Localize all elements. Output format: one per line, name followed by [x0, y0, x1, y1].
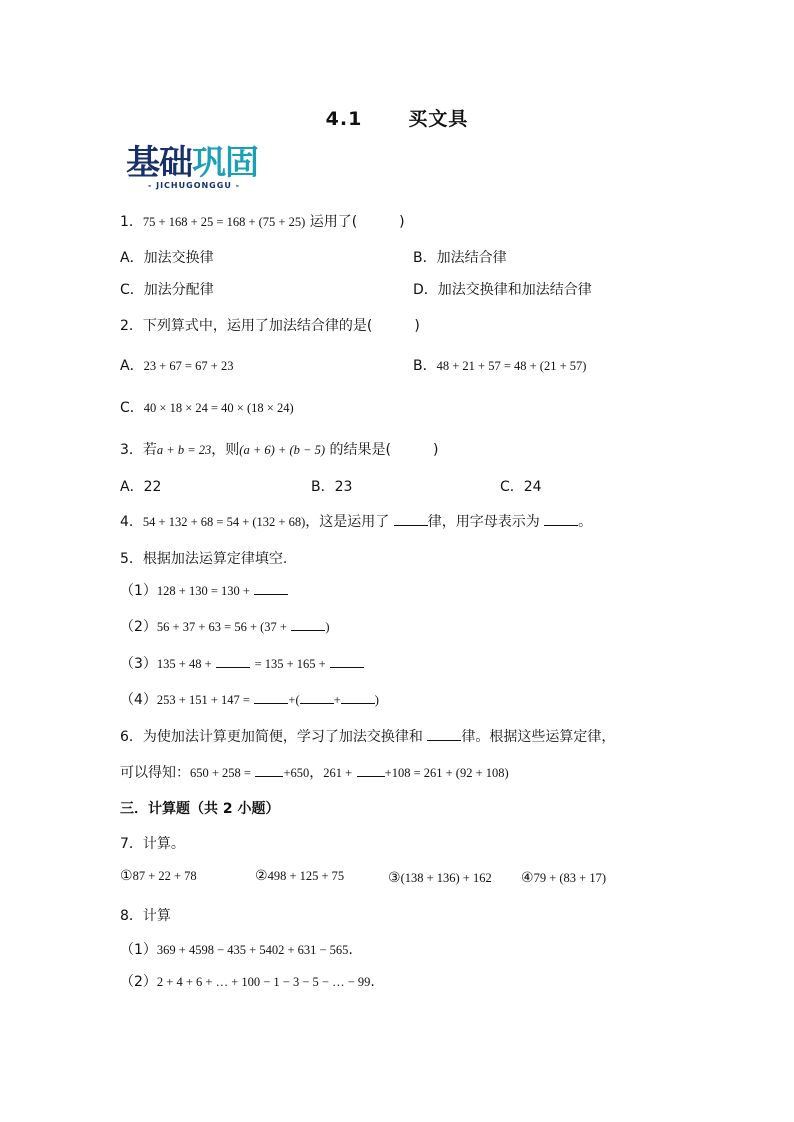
- q6-blank-1[interactable]: [427, 728, 461, 741]
- question-8: 8．计算: [120, 908, 171, 924]
- q5-p4-blank-1[interactable]: [254, 691, 288, 704]
- q7-item-1: ①87 + 22 + 78: [120, 868, 197, 884]
- badge-text-b: 巩固: [192, 143, 258, 183]
- q7-item-2: ②498 + 125 + 75: [255, 868, 345, 884]
- q5-p4-blank-3[interactable]: [341, 691, 375, 704]
- question-6-line-2: 可以得知：650 + 258 = +650，261 + +108 = 261 + (92 + 108): [120, 765, 509, 781]
- q3-option-a: A．22: [120, 479, 162, 495]
- q3-option-c: C．24: [500, 479, 542, 495]
- q5-p4-blank-2[interactable]: [300, 691, 334, 704]
- q8-part-2: （2）2 + 4 + 6 + … + 100 − 1 − 3 − 5 − … − 99.: [120, 974, 375, 990]
- page-title: [0, 104, 794, 131]
- question-4: 4．54 + 132 + 68 = 54 + (132 + 68)，这是运用了 律，用字母表示为 。: [120, 514, 593, 530]
- q5-part-3: （3）135 + 48 + = 135 + 165 +: [120, 655, 364, 673]
- q5-p3-blank-1[interactable]: [216, 655, 250, 668]
- question-5: 5．根据加法运算定律填空.: [120, 551, 288, 567]
- title-text: 买文具: [408, 108, 469, 130]
- q2-option-c: C．40 × 18 × 24 = 40 × (18 × 24): [120, 400, 294, 416]
- q5-p2-blank[interactable]: [291, 618, 325, 631]
- q2-option-a: A．23 + 67 = 67 + 23: [120, 358, 234, 374]
- q5-part-2: （2）56 + 37 + 63 = 56 + (37 + ): [120, 619, 330, 635]
- badge-subtitle: - JICHUGONGGU -: [148, 181, 240, 190]
- section-badge-logo: [126, 143, 266, 195]
- q1-option-b: B．加法结合律: [413, 250, 507, 266]
- q8-part-1: （1）369 + 4598 − 435 + 5402 + 631 − 565.: [120, 942, 353, 958]
- question-7: 7．计算。: [120, 836, 185, 852]
- question-3: 3．若a + b = 23，则(a + 6) + (b − 5) 的结果是( ): [120, 442, 439, 458]
- q1-option-d: D．加法交换律和加法结合律: [413, 282, 592, 298]
- q1-option-a: A．加法交换律: [120, 250, 214, 266]
- q6-blank-3[interactable]: [357, 764, 385, 777]
- q4-blank-1[interactable]: [394, 513, 428, 526]
- q5-p1-blank[interactable]: [254, 582, 288, 595]
- q5-p3-blank-2[interactable]: [330, 655, 364, 668]
- title-number: 4.1: [325, 108, 363, 130]
- badge-text-a: 基础: [126, 143, 192, 183]
- q2-option-b: B．48 + 21 + 57 = 48 + (21 + 57): [413, 358, 587, 374]
- q6-blank-2[interactable]: [255, 764, 283, 777]
- question-2: 2．下列算式中，运用了加法结合律的是( ): [120, 318, 420, 334]
- q1-expression: 75 + 168 + 25 = 168 + (75 + 25): [142, 215, 306, 229]
- section-3-heading: 三．计算题（共 2 小题）: [120, 801, 280, 817]
- q3-option-b: B．23: [311, 479, 353, 495]
- q7-item-3: ③(138 + 136) + 162: [388, 870, 492, 886]
- q5-part-4: （4）253 + 151 + 147 = +( + ): [120, 692, 379, 708]
- q7-item-4: ④79 + (83 + 17): [521, 870, 606, 886]
- q4-blank-2[interactable]: [544, 513, 578, 526]
- q5-part-1: （1）128 + 130 = 130 +: [120, 582, 288, 600]
- question-1: 1．75 + 168 + 25 = 168 + (75 + 25) 运用了( ): [120, 214, 405, 230]
- question-6: 6．为使加法计算更加简便，学习了加法交换律和 律。根据这些运算定律，: [120, 729, 616, 745]
- q1-option-c: C．加法分配律: [120, 282, 214, 298]
